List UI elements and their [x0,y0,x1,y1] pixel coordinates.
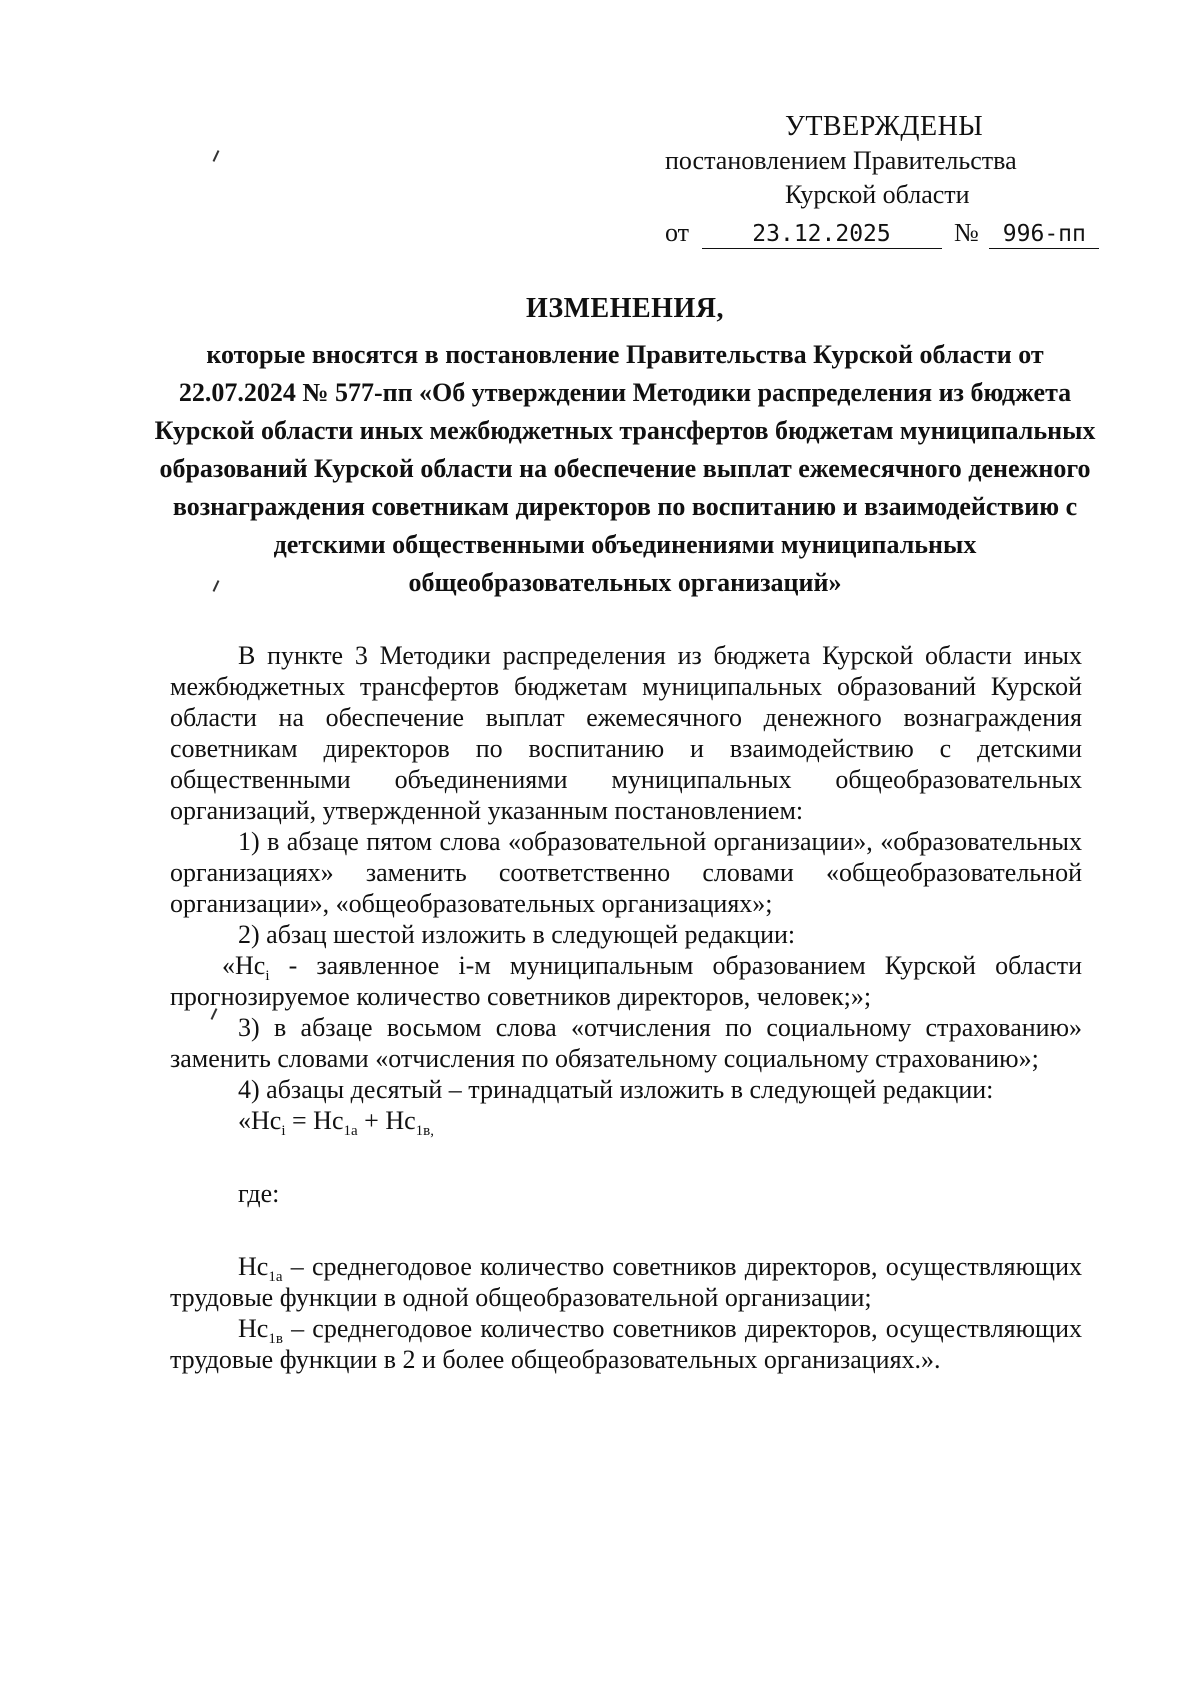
item-2-quote-paragraph [170,950,1082,1012]
number-prefix: № [954,218,979,247]
approval-date-row [665,216,1105,250]
heading-title: ИЗМЕНЕНИЯ, [526,293,724,324]
quote-symbol: «Нс [222,951,266,980]
item-2-paragraph: 2) абзац шестой изложить в следующей редакции: [238,920,796,949]
approval-issuer-line: постановлением Правительства [665,146,1017,175]
document-body [170,640,1082,1375]
formula-sub-1v: 1в, [415,1123,434,1140]
heading-subtitle: которые вносятся в постановление Правительства Курской области от 22.07.2024 № 577-пп «Об утверждении Методики распределения из бюджета Курской области иных межбюджетных трансфертов бюджетам муниципальных образований Курской области на обеспечение выплат ежемесячного денежного вознаграждения советникам директоров по воспитанию и взаимодействию с детскими общественными объединениями муниципальных общеобразовательных организаций» [154,340,1096,597]
formula-open: «Нс [238,1106,282,1135]
formula-line [170,1105,1082,1140]
def1-text: – среднегодовое количество советников директоров, осуществляющих трудовые функции в одной общеобразовательной организации; [170,1252,1082,1312]
item-1-paragraph: 1) в абзаце пятом слова «образовательной организации», «образовательных организациях» заменить соответственно словами «общеобразовательной организации», «общеобразовательных организациях»; [170,827,1082,918]
approval-title: УТВЕРЖДЕНЫ [785,111,984,142]
def2-text: – среднегодовое количество советников директоров, осуществляющих трудовые функции в 2 и более общеобразовательных организациях.». [170,1314,1082,1374]
formula-sub-i: i [281,1123,286,1140]
definition-2-paragraph [170,1313,1082,1375]
formula-sub-1a: 1а [343,1123,358,1140]
intro-paragraph: В пункте 3 Методики распределения из бюджета Курской области иных межбюджетных трансфертов бюджетам муниципальных образований Курской области на обеспечение выплат ежемесячного денежного вознаграждения советникам директоров по воспитанию и взаимодействию с детскими общественными объединениями муниципальных общеобразовательных организаций, утвержденной указанным постановлением: [170,641,1082,825]
scan-mark [213,150,220,162]
def1-subscript: 1а [268,1269,283,1286]
approval-number: 996-пп [989,220,1099,249]
item-3-paragraph: 3) в абзаце восьмом слова «отчисления по социальному страхованию» заменить словами «отчисления по обязательному социальному страхованию»; [170,1013,1082,1073]
approval-block [665,110,1105,250]
def2-subscript: 1в [268,1331,283,1348]
definition-1-paragraph [170,1251,1082,1313]
where-line: где: [238,1179,280,1208]
document-heading [150,290,1100,602]
item-4-paragraph: 4) абзацы десятый – тринадцатый изложить в следующей редакции: [238,1075,994,1104]
date-prefix: от [665,218,690,247]
def1-symbol: Нс [238,1252,269,1281]
quote-subscript: i [265,968,270,985]
approval-date: 23.12.2025 [702,220,942,249]
approval-region-line: Курской области [785,180,970,209]
def2-symbol: Нс [238,1314,269,1343]
quote-text: - заявленное i-м муниципальным образованием Курской области прогнозируемое количество советников директоров, человек;»; [170,951,1082,1011]
formula-eq: = Нс [285,1106,344,1135]
formula-plus: + Нс [357,1106,416,1135]
